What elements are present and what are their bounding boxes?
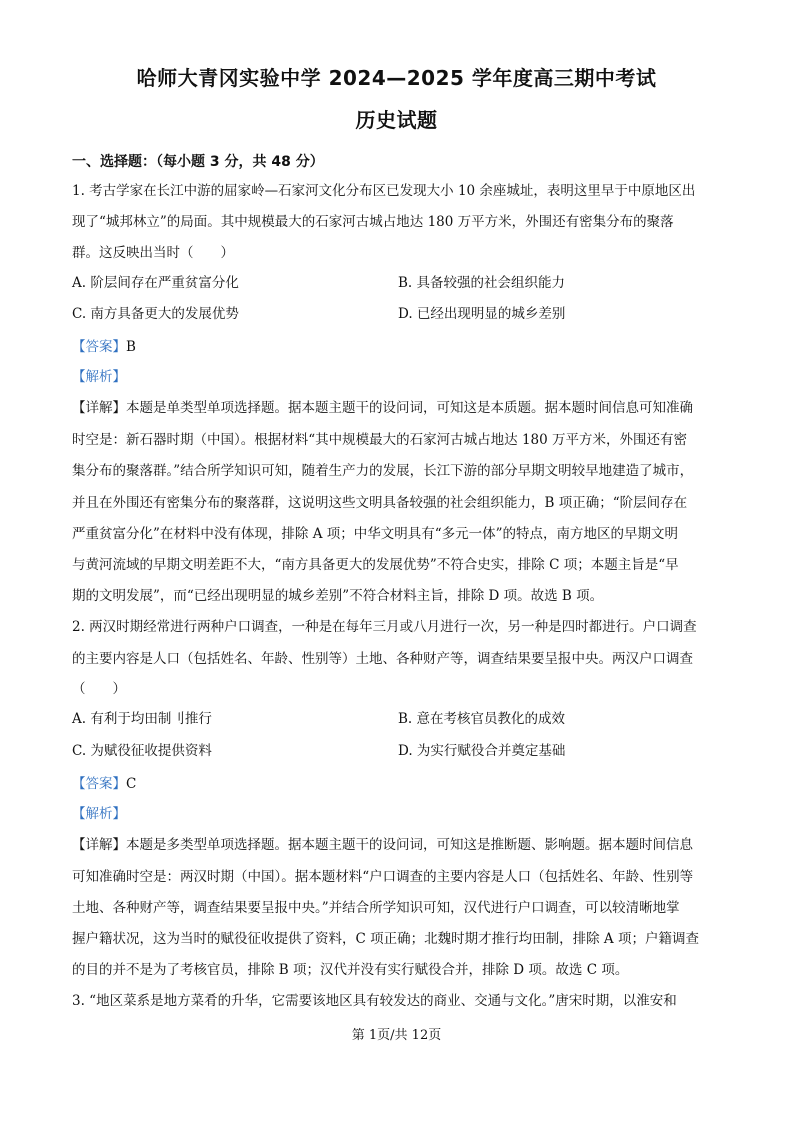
q2-detail-tag: 【详解】 xyxy=(72,837,126,853)
q1-detail-line-2: 时空是：新石器时期（中国）。根据材料“其中规模最大的石家河古城占地达 180 万平方米，外围还有密 xyxy=(72,432,688,448)
q2-option-d: D. 为实行赋役合并奠定基础 xyxy=(398,743,566,759)
q1-option-b: B. 具备较强的社会组织能力 xyxy=(398,275,566,291)
q1-option-a: A. 阶层间存在严重贫富分化 xyxy=(72,275,239,291)
q2-detail-line-5: 的目的并不是为了考核官员，排除 B 项；汉代并没有实行赋役合并，排除 D 项。故选 C 项。 xyxy=(72,962,629,978)
q2-analysis-tag: 【解析】 xyxy=(72,806,126,822)
exam-subject: 历史试题 xyxy=(355,108,438,132)
section-heading: 一、选择题：（每小题 3 分，共 48 分） xyxy=(72,154,324,170)
q1-detail-line-7: 期的文明发展”，而“已经出现明显的城乡差别”不符合材料主旨，排除 D 项。故选 B 项。 xyxy=(72,588,604,604)
q1-detail-line-3: 集分布的聚落群。”结合所学知识可知，随着生产力的发展，长江下游的部分早期文明较早地建造了城市， xyxy=(72,463,694,479)
q1-option-c: C. 南方具备更大的发展优势 xyxy=(72,306,239,322)
q2-answer-value: C xyxy=(126,776,137,792)
q2-stem-line-3: （ ） xyxy=(72,681,126,697)
q2-option-b: B. 意在考核官员教化的成效 xyxy=(398,711,566,727)
q2-detail-line-3: 土地、各种财产等，调查结果要呈报中央。”并结合所学知识可知，汉代进行户口调查，可以较清晰地掌 xyxy=(72,900,680,916)
q1-stem-line-2: 现了“城邦林立”的局面。其中规模最大的石家河古城占地达 180 万平方米，外围还有密集分布的聚落 xyxy=(72,214,674,230)
q1-detail-line-1 xyxy=(72,399,693,417)
q1-detail-line-5: 严重贫富分化”在材料中没有体现，排除 A 项；中华文明具有“多元一体”的特点，南方地区的早期文明 xyxy=(72,526,679,542)
q1-analysis-tag: 【解析】 xyxy=(72,369,126,385)
page-number: 第 1页/共 12页 xyxy=(351,1028,442,1043)
q1-answer-value: B xyxy=(126,339,136,355)
q2-answer xyxy=(72,775,136,793)
q1-answer-tag: 【答案】 xyxy=(72,339,126,355)
q1-answer xyxy=(72,338,136,356)
q2-detail-line-1 xyxy=(72,836,693,854)
exam-title: 哈师大青冈实验中学 2024—2025 学年度高三期中考试 xyxy=(136,66,657,90)
q1-stem-line-3: 群。这反映出当时（ ） xyxy=(72,245,234,261)
q2-detail-line-4: 握户籍状况，这为当时的赋役征收提供了资料，C 项正确；北魏时期才推行均田制，排除 A 项；户籍调查 xyxy=(72,931,699,947)
q2-option-c: C. 为赋役征收提供资料 xyxy=(72,743,212,759)
q3-stem-line-1: 3. “地区菜系是地方菜肴的升华，它需要该地区具有较发达的商业、交通与文化。”唐宋时期，以淮安和 xyxy=(72,993,677,1009)
q2-answer-tag: 【答案】 xyxy=(72,776,126,792)
q1-stem-line-1: 1. 考古学家在长江中游的屈家岭—石家河文化分布区已发现大小 10 余座城址，表明这里早于中原地区出 xyxy=(72,183,696,199)
q2-stem-line-1: 2. 两汉时期经常进行两种户口调查，一种是在每年三月或八月进行一次，另一种是四时都进行。户口调查 xyxy=(72,619,697,635)
q1-detail-line-6: 与黄河流域的早期文明差距不大，“南方具备更大的发展优势”不符合史实，排除 C 项；本题主旨是“早 xyxy=(72,557,679,573)
q1-option-d: D. 已经出现明显的城乡差别 xyxy=(398,306,566,322)
q1-detail-tag: 【详解】 xyxy=(72,400,126,416)
q2-detail-text-1: 本题是多类型单项选择题。据本题主题干的设问词，可知这是推断题、影响题。据本题时间信息 xyxy=(126,837,693,853)
q1-detail-text-1: 本题是单类型单项选择题。据本题主题干的设问词，可知这是本质题。据本题时间信息可知准确 xyxy=(126,400,693,416)
q2-option-a: A. 有利于均田制刂推行 xyxy=(72,711,212,727)
q2-stem-line-2: 的主要内容是人口（包括姓名、年龄、性别等）土地、各种财产等，调查结果要呈报中央。两汉户口调查 xyxy=(72,651,693,667)
q2-detail-line-2: 可知准确时空是：两汉时期（中国）。据本题材料“户口调查的主要内容是人口（包括姓名、年龄、性别等 xyxy=(72,869,694,885)
q1-detail-line-4: 并且在外围还有密集分布的聚落群，这说明这些文明具备较强的社会组织能力，B 项正确；“阶层间存在 xyxy=(72,495,688,511)
